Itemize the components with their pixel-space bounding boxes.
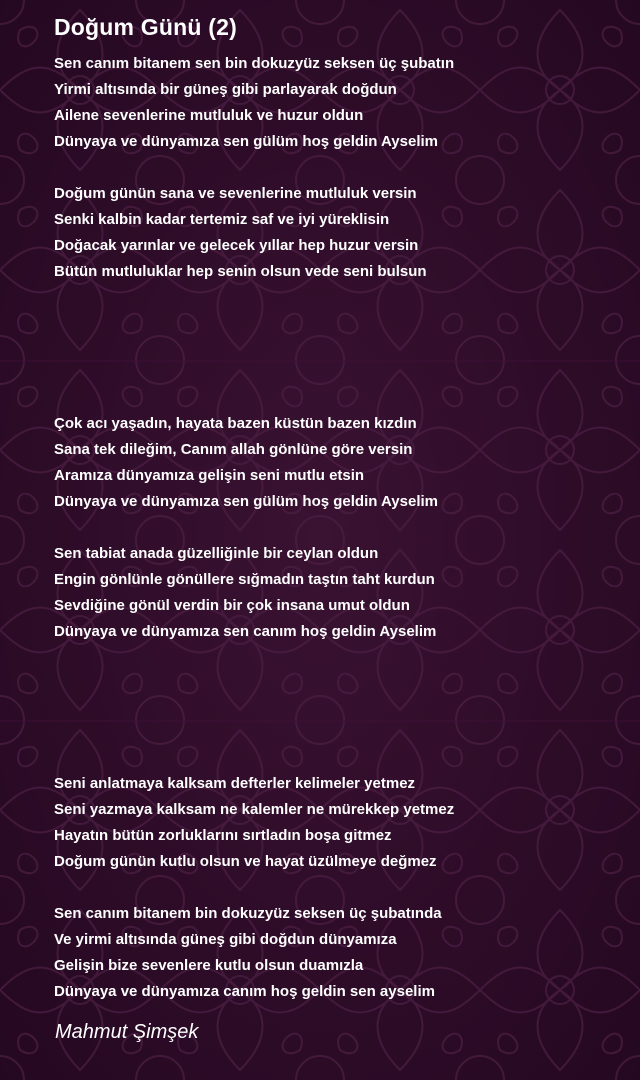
poem-line: Dünyaya ve dünyamıza sen canım hoş geldin Ayselim: [54, 623, 437, 640]
poem-author: Mahmut Şimşek: [55, 1021, 199, 1043]
poem-line: Engin gönlünle gönüllere sığmadın taştın taht kurdun: [54, 571, 435, 588]
poem-line: Ve yirmi altısında güneş gibi doğdun dünyamıza: [54, 931, 397, 948]
poem-title: Doğum Günü (2): [54, 14, 237, 40]
stanza-6: [54, 901, 442, 1005]
poem-line: Dünyaya ve dünyamıza sen gülüm hoş geldin Ayselim: [54, 493, 438, 510]
poem-line: Sen tabiat anada güzelliğinle bir ceylan oldun: [54, 545, 379, 562]
poem-line: Sen canım bitanem bin dokuzyüz seksen üç şubatında: [54, 905, 442, 922]
poem-line: Sen canım bitanem sen bin dokuzyüz seksen üç şubatın: [54, 55, 455, 72]
stanza-4: [54, 541, 436, 645]
poem-line: Sana tek dileğim, Canım allah gönlüne göre versin: [54, 441, 413, 458]
poem-line: Yirmi altısında bir güneş gibi parlayarak doğdun: [54, 81, 397, 98]
poem-line: Aramıza dünyamıza gelişin seni mutlu etsin: [54, 467, 365, 484]
poem-line: Seni yazmaya kalksam ne kalemler ne mürekkep yetmez: [54, 801, 455, 818]
poem-line: Sevdiğine gönül verdin bir çok insana umut oldun: [54, 597, 410, 614]
poem-line: Gelişin bize sevenlere kutlu olsun duamızla: [54, 957, 364, 974]
poem-line: Çok acı yaşadın, hayata bazen küstün bazen kızdın: [54, 415, 417, 432]
poem-line: Dünyaya ve dünyamıza sen gülüm hoş geldin Ayselim: [54, 133, 438, 150]
poem-line: Bütün mutluluklar hep senin olsun vede seni bulsun: [54, 263, 427, 280]
poem-line: Hayatın bütün zorluklarını sırtladın boşa gitmez: [54, 827, 392, 844]
poem-line: Doğum günün kutlu olsun ve hayat üzülmeye değmez: [54, 853, 437, 870]
stanza-3: [54, 411, 438, 515]
stanza-1: [54, 51, 454, 155]
poem-line: Senki kalbin kadar tertemiz saf ve iyi yüreklisin: [54, 211, 390, 228]
poem-line: Seni anlatmaya kalksam defterler kelimeler yetmez: [54, 775, 416, 792]
stanza-5: [54, 771, 454, 875]
poem-line: Ailene sevenlerine mutluluk ve huzur oldun: [54, 107, 364, 124]
poem-line: Doğacak yarınlar ve gelecek yıllar hep huzur versin: [54, 237, 419, 254]
stanza-2: [54, 181, 427, 285]
poem-line: Doğum günün sana ve sevenlerine mutluluk versin: [54, 185, 417, 202]
poem-line: Dünyaya ve dünyamıza canım hoş geldin sen ayselim: [54, 983, 435, 1000]
